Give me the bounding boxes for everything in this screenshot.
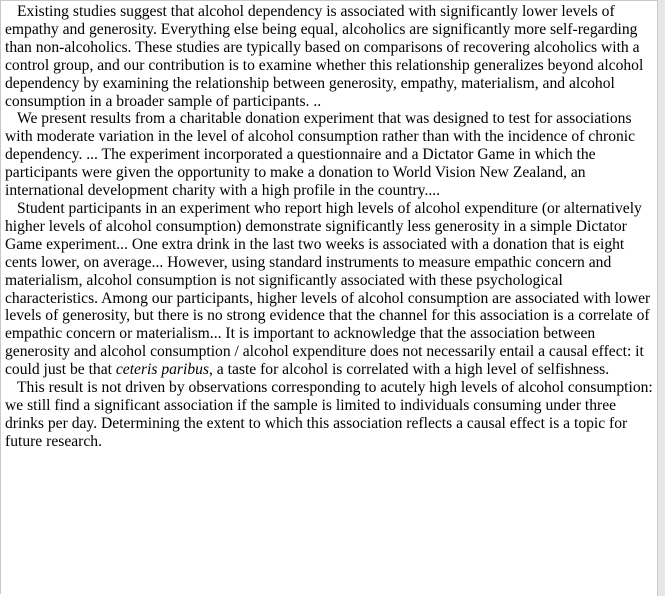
paragraph-2-text: We present results from a charitable donation experiment that was designed to test for associations with moderate variation in the level of alcohol consumption rather than with the incidence of chronic dependency. ... The experiment incorporated a questionnaire and a Dictator Game in which the participants were given the opportunity to make a donation to World Vision New Zealand, an international development charity with a high profile in the country.... xyxy=(5,110,636,200)
paragraph-1 xyxy=(5,3,655,110)
document-body xyxy=(5,3,655,451)
paragraph-4 xyxy=(5,379,655,451)
paragraph-3 xyxy=(5,200,655,379)
paragraph-1-text: Existing studies suggest that alcohol dependency is associated with significantly lower levels of empathy and generosity. Everything else being equal, alcoholics are significantly more self-regarding than non-alcoholics. These studies are typically based on comparisons of recovering alcoholics with a control group, and our contribution is to examine whether this relationship generalizes beyond alcohol dependency by examining the relationship between generosity, empathy, materialism, and alcohol consumption in a broader sample of participants. .. xyxy=(5,3,644,110)
paragraph-3-text-start: Student participants in an experiment who report high levels of alcohol expenditure (or alternatively higher levels of alcohol consumption) demonstrate significantly less generosity in a simple Dictator Game experiment... One extra drink in the last two weeks is associated with a donation that is eight cents lower, on average... However, using standard instruments to measure empathic concern and materialism, alcohol consumption is not significantly associated with these psychological characteristics. Among our participants, higher levels of alcohol consumption are associated with lower levels of generosity, but there is no strong evidence that the channel for this association is a correlate of empathic concern or materialism... It is important to acknowledge that the association between generosity and alcohol consumption / alcohol expenditure does not necessarily entail a causal effect: it could just be that xyxy=(5,199,651,379)
paragraph-3-text-end: , a taste for alcohol is correlated with a high level of selfishness. xyxy=(209,361,610,379)
paragraph-2 xyxy=(5,110,655,200)
vertical-scrollbar[interactable] xyxy=(657,0,665,596)
paragraph-3-italic-phrase: ceteris paribus xyxy=(115,361,209,379)
paragraph-4-text: This result is not driven by observations corresponding to acutely high levels of alcohol consumption: we still find a significant association if the sample is limited to individuals consuming under three drinks per day. Determining the extent to which this association reflects a causal effect is a topic for future research. xyxy=(5,379,653,450)
